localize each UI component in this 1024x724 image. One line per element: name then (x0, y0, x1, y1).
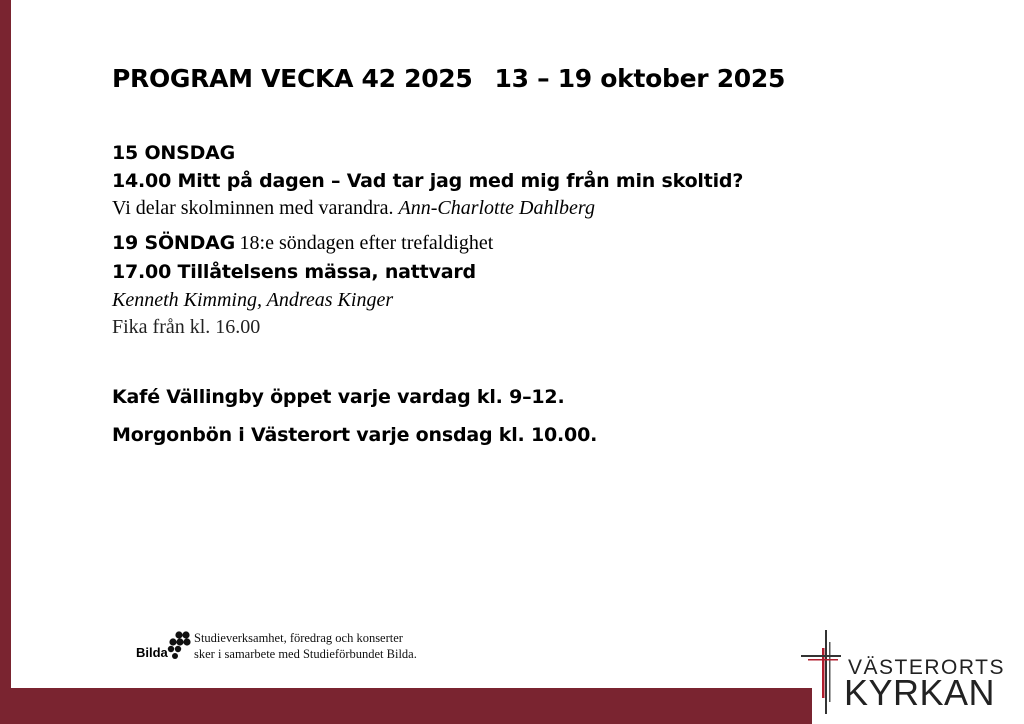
event-2-day-note: 18:e söndagen efter trefaldighet (239, 232, 494, 254)
event-1-description-row (112, 197, 595, 220)
cross-icon (798, 628, 848, 716)
church-name-line-1: VÄSTERORTS (848, 656, 1005, 679)
event-1-description: Vi delar skolminnen med varandra. (112, 197, 394, 219)
notice-morning-prayer: Morgonbön i Västerort varje onsdag kl. 10.00. (112, 424, 598, 446)
page-title (112, 64, 785, 93)
event-1-leader: Ann-Charlotte Dahlberg (398, 197, 595, 219)
church-logo (798, 628, 1005, 716)
footer-note-line-1: Studieverksamhet, föredrag och konserter (194, 631, 403, 645)
bilda-logo-icon (166, 630, 192, 662)
footer-note (194, 630, 417, 662)
event-2-headline: 17.00 Tillåtelsens mässa, nattvard (112, 261, 476, 283)
event-2-day-row (112, 232, 493, 255)
event-2-people: Kenneth Kimming, Andreas Kinger (112, 289, 394, 311)
bilda-logo (136, 630, 192, 662)
church-name-line-2: KYRKAN (844, 672, 996, 713)
accent-left-bar (0, 0, 11, 724)
program-title: PROGRAM VECKA 42 2025 (112, 64, 473, 93)
program-dates: 13 – 19 oktober 2025 (494, 64, 786, 93)
event-2-day: 19 SÖNDAG (112, 232, 236, 254)
event-1-headline: 14.00 Mitt på dagen – Vad tar jag med mig från min skoltid? (112, 170, 744, 192)
event-1-day: 15 ONSDAG (112, 142, 236, 164)
bilda-logo-text: Bilda (136, 645, 168, 660)
accent-bottom-bar (0, 688, 812, 724)
footer-note-line-2: sker i samarbete med Studieförbundet Bilda. (194, 647, 417, 661)
notice-cafe: Kafé Vällingby öppet varje vardag kl. 9–12. (112, 386, 565, 408)
event-2-extra: Fika från kl. 16.00 (112, 316, 261, 338)
